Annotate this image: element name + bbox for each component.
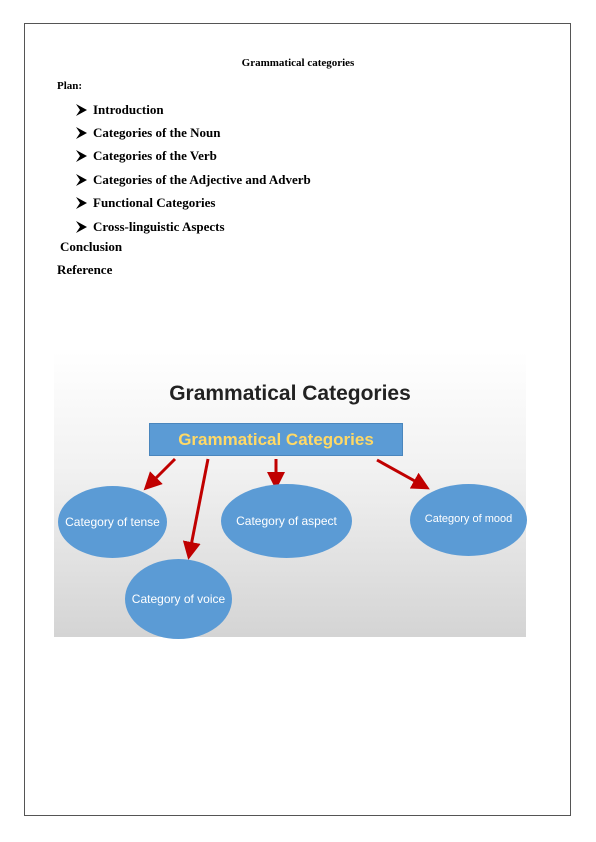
arrow-bullet-icon: [76, 104, 87, 116]
arrow-bullet-icon: [76, 127, 87, 139]
grammatical-categories-figure: [54, 351, 526, 637]
node-category-mood: Category of mood: [410, 484, 527, 556]
plan-item-noun: [76, 121, 311, 144]
arrow-to-mood: [377, 460, 422, 485]
plan-item-adjective-adverb: [76, 168, 311, 191]
reference-heading: Reference: [57, 262, 113, 277]
arrow-bullet-icon: [76, 221, 87, 233]
node-category-aspect: Category of aspect: [221, 484, 352, 558]
arrow-bullet-icon: [76, 150, 87, 162]
conclusion-heading: Conclusion: [60, 239, 123, 254]
plan-item-label: Categories of the Verb: [93, 148, 217, 164]
node-category-tense: Category of tense: [58, 486, 167, 558]
document-title: Grammatical categories: [241, 57, 355, 69]
plan-item-introduction: [76, 98, 311, 121]
node-category-voice: Category of voice: [125, 559, 232, 639]
plan-item-label: Functional Categories: [93, 195, 216, 211]
figure-header-bar: Grammatical Categories: [149, 423, 403, 456]
plan-item-cross-linguistic: [76, 215, 311, 238]
plan-label: Plan:: [57, 80, 83, 92]
arrow-to-tense: [150, 459, 175, 484]
plan-item-label: Categories of the Adjective and Adverb: [93, 171, 311, 187]
arrow-bullet-icon: [76, 174, 87, 186]
arrow-to-voice: [190, 459, 208, 551]
plan-item-label: Introduction: [93, 101, 164, 117]
plan-item-label: Categories of the Noun: [93, 125, 221, 141]
arrow-bullet-icon: [76, 197, 87, 209]
plan-item-functional: [76, 192, 311, 215]
plan-item-label: Cross-linguistic Aspects: [93, 218, 225, 234]
plan-list: [76, 98, 311, 238]
figure-title: Grammatical Categories: [169, 382, 411, 405]
plan-item-verb: [76, 145, 311, 168]
